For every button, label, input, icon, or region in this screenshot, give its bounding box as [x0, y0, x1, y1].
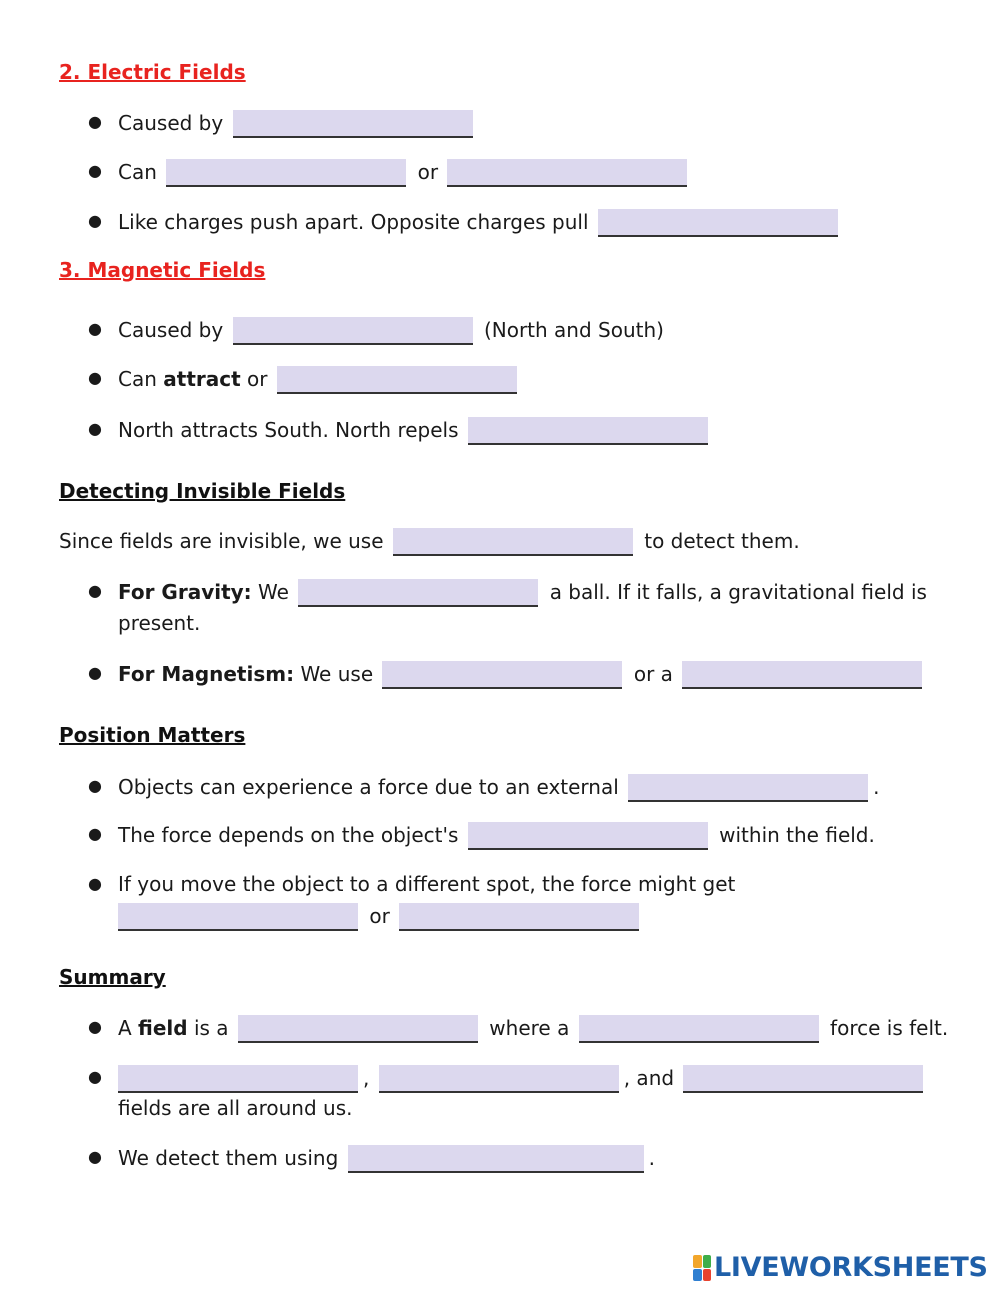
bullet-icon: [88, 822, 102, 846]
magnetism-bullet: For Magnetism: We use or a: [118, 661, 927, 689]
answer-blank[interactable]: [233, 317, 473, 345]
detecting-intro: Since fields are invisible, we use to detect them.: [59, 528, 800, 556]
position-bullet-3-continued: or: [115, 903, 644, 931]
summary-heading: Summary: [59, 965, 166, 989]
answer-blank[interactable]: [118, 903, 358, 931]
answer-blank[interactable]: [348, 1145, 644, 1173]
electric-bullet-2: Can or: [118, 159, 692, 187]
answer-blank[interactable]: [379, 1065, 619, 1093]
position-bullet-2: The force depends on the object's within the field.: [118, 822, 875, 850]
electric-fields-heading: 2. Electric Fields: [59, 60, 246, 84]
answer-blank[interactable]: [399, 903, 639, 931]
answer-blank[interactable]: [166, 159, 406, 187]
liveworksheets-badge-icon: [693, 1255, 711, 1281]
bullet-icon: [88, 774, 102, 798]
answer-blank[interactable]: [233, 110, 473, 138]
magnetic-bullet-3: North attracts South. North repels: [118, 417, 713, 445]
answer-blank[interactable]: [628, 774, 868, 802]
gravity-bullet-continued: present.: [118, 611, 201, 635]
position-bullet-1: Objects can experience a force due to an external .: [118, 774, 880, 802]
bullet-icon: [88, 110, 102, 134]
position-bullet-3: If you move the object to a different spot, the force might get: [118, 872, 736, 896]
liveworksheets-logo-text: LIVEWORKSHEETS: [714, 1252, 988, 1283]
answer-blank[interactable]: [683, 1065, 923, 1093]
answer-blank[interactable]: [598, 209, 838, 237]
answer-blank[interactable]: [579, 1015, 819, 1043]
answer-blank[interactable]: [682, 661, 922, 689]
bullet-icon: [88, 366, 102, 390]
bullet-icon: [88, 159, 102, 183]
summary-bullet-1: A field is a where a force is felt.: [118, 1015, 948, 1043]
bullet-icon: [88, 872, 102, 896]
answer-blank[interactable]: [277, 366, 517, 394]
summary-bullet-2: , , and: [115, 1065, 928, 1093]
answer-blank[interactable]: [238, 1015, 478, 1043]
electric-bullet-1: Caused by: [118, 110, 478, 138]
answer-blank[interactable]: [393, 528, 633, 556]
magnetic-bullet-2: Can attract or: [118, 366, 522, 394]
bullet-icon: [88, 1015, 102, 1039]
bullet-icon: [88, 417, 102, 441]
gravity-bullet: For Gravity: We a ball. If it falls, a gravitational field is: [118, 579, 927, 607]
answer-blank[interactable]: [118, 1065, 358, 1093]
bullet-icon: [88, 661, 102, 685]
answer-blank[interactable]: [468, 417, 708, 445]
position-matters-heading: Position Matters: [59, 723, 246, 747]
answer-blank[interactable]: [298, 579, 538, 607]
summary-bullet-3: We detect them using .: [118, 1145, 655, 1173]
bullet-icon: [88, 1145, 102, 1169]
answer-blank[interactable]: [382, 661, 622, 689]
magnetic-fields-heading: 3. Magnetic Fields: [59, 258, 266, 282]
electric-bullet-3: Like charges push apart. Opposite charges pull: [118, 209, 843, 237]
summary-bullet-2-continued: fields are all around us.: [118, 1096, 353, 1120]
bullet-icon: [88, 579, 102, 603]
magnetic-bullet-1: Caused by (North and South): [118, 317, 664, 345]
bullet-icon: [88, 1065, 102, 1089]
bullet-icon: [88, 317, 102, 341]
answer-blank[interactable]: [447, 159, 687, 187]
liveworksheets-logo: [693, 1253, 988, 1283]
answer-blank[interactable]: [468, 822, 708, 850]
detecting-fields-heading: Detecting Invisible Fields: [59, 479, 346, 503]
bullet-icon: [88, 209, 102, 233]
